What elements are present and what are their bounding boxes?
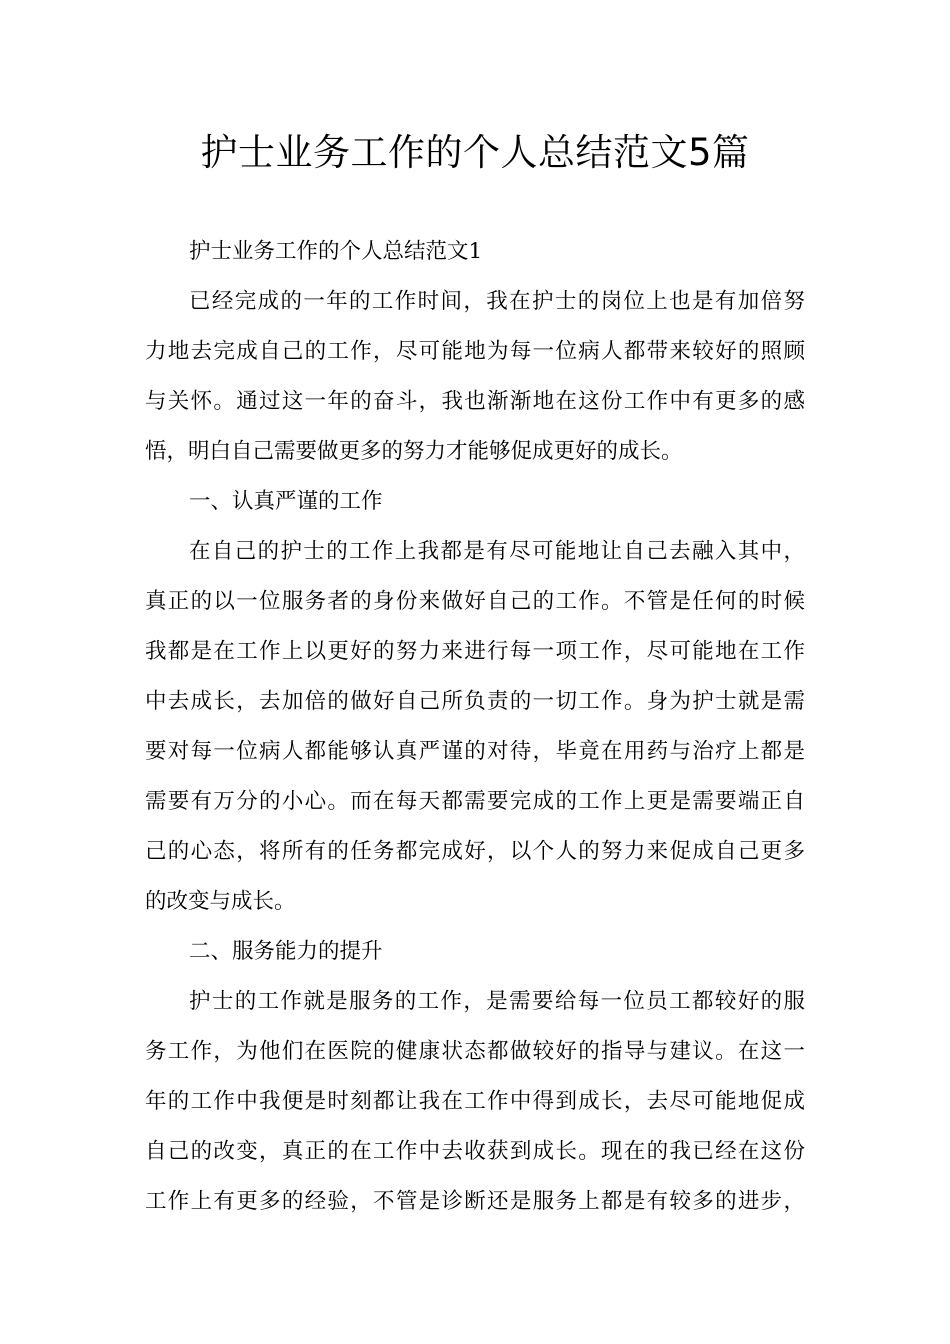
paragraph-line: 我都是在工作上以更好的努力来进行每一项工作，尽可能地在工作	[145, 639, 805, 664]
paragraph-line: 与关怀。通过这一年的奋斗，我也渐渐地在这份工作中有更多的感	[145, 389, 805, 414]
section-heading: 一、认真严谨的工作	[189, 489, 383, 514]
paragraph-line: 年的工作中我便是时刻都让我在工作中得到成长，去尽可能地促成	[145, 1089, 805, 1114]
paragraph-line: 己的心态，将所有的任务都完成好，以个人的努力来促成自己更多	[145, 839, 805, 864]
section-heading: 护士业务工作的个人总结范文1	[189, 239, 483, 264]
paragraph-line: 悟，明白自己需要做更多的努力才能够促成更好的成长。	[145, 439, 683, 464]
paragraph-line: 在自己的护士的工作上我都是有尽可能地让自己去融入其中，	[189, 539, 805, 564]
paragraph-line: 务工作，为他们在医院的健康状态都做较好的指导与建议。在这一	[145, 1039, 805, 1064]
paragraph-line: 要对每一位病人都能够认真严谨的对待，毕竟在用药与治疗上都是	[145, 739, 805, 764]
paragraph-line: 的改变与成长。	[145, 889, 296, 914]
paragraph-line: 护士的工作就是服务的工作，是需要给每一位员工都较好的服	[189, 989, 805, 1014]
paragraph-line: 力地去完成自己的工作，尽可能地为每一位病人都带来较好的照顾	[145, 339, 805, 364]
document-title: 护士业务工作的个人总结范文5篇	[200, 131, 750, 174]
document-body	[145, 227, 805, 1227]
paragraph-line: 自己的改变，真正的在工作中去收获到成长。现在的我已经在这份	[145, 1139, 805, 1164]
section-heading: 二、服务能力的提升	[189, 939, 383, 964]
paragraph-line: 已经完成的一年的工作时间，我在护士的岗位上也是有加倍努	[189, 289, 805, 314]
paragraph-line: 工作上有更多的经验，不管是诊断还是服务上都是有较多的进步，	[145, 1189, 805, 1214]
paragraph-line: 真正的以一位服务者的身份来做好自己的工作。不管是任何的时候	[145, 589, 805, 614]
paragraph-line: 中去成长，去加倍的做好自己所负责的一切工作。身为护士就是需	[145, 689, 805, 714]
paragraph-line: 需要有万分的小心。而在每天都需要完成的工作上更是需要端正自	[145, 789, 805, 814]
